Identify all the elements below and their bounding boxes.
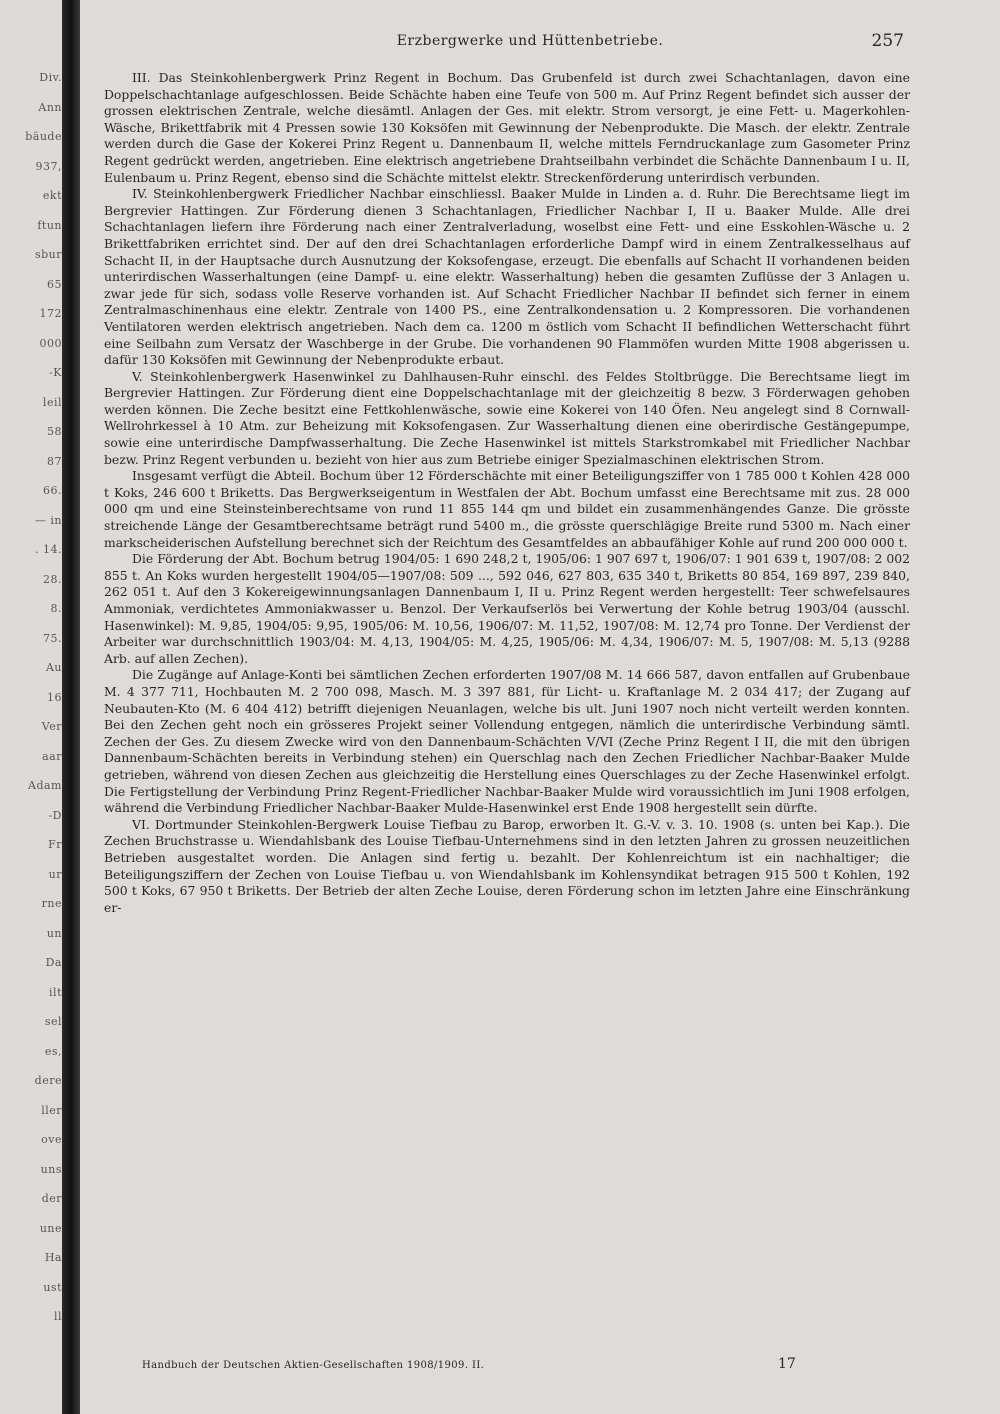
page-number: 257	[871, 31, 904, 51]
adjacent-page-fragment: 58	[47, 425, 62, 438]
adjacent-page-fragment: Ver	[41, 720, 62, 733]
adjacent-page-fragment: sbur	[34, 248, 62, 261]
adjacent-page-fragment: Adam	[28, 779, 62, 792]
adjacent-page-fragment: Fr	[48, 838, 62, 851]
adjacent-page-fragment: der	[41, 1192, 62, 1205]
adjacent-page-strip	[0, 0, 66, 1414]
adjacent-page-fragment: aar	[42, 749, 62, 763]
paragraph-foerderung-statistics: Die Förderung der Abt. Bochum betrug 1904/05: 1 690 248,2 t, 1905/06: 1 907 697 t, 1906/07: 1 901 639 t, 1907/08: 2 002 855 t. An Koks wurden hergestellt 1904/05—1907/08: 509 ..., 592 046, 627 803, 635 340 t, Briketts 80 854, 169 897, 239 840, 262 051 t. Auf den 3 Kokereigewinnungsanlagen Dannenbaum I, II u. Prinz Regent werden hergestellt: Teer schwefelsaures Ammoniak, verdichtetes Ammoniakwasser u. Benzol. Der Verkaufserlös bei Verwertung der Kohle betrug 1903/04 (ausschl. Hasenwinkel): M. 9,85, 1904/05: 9,95, 1905/06: M. 10,56, 1906/07: M. 11,52, 1907/08: M. 12,74 pro Tonne. Der Verdienst der Arbeiter war durchschnittlich 1903/04: M. 4,13, 1904/05: M. 4,25, 1905/06: M. 4,34, 1906/07: M. 5, 1907/08: M. 5,13 (9288 Arb. auf allen Zechen).	[104, 551, 910, 666]
adjacent-page-fragment: bäude	[25, 130, 62, 143]
adjacent-page-fragment: 172	[39, 307, 62, 320]
adjacent-page-fragment: ekt	[42, 189, 62, 202]
adjacent-page-fragment: ur	[48, 867, 62, 881]
running-title: Erzbergwerke und Hüttenbetriebe.	[396, 33, 664, 49]
adjacent-page-fragment: 16	[47, 690, 62, 704]
book-spine	[62, 0, 80, 1414]
paragraph-louise-tiefbau: VI. Dortmunder Steinkohlen-Bergwerk Louise Tiefbau zu Barop, erworben lt. G.-V. v. 3. 10. 1908 (s. unten bei Kap.). Die Zechen Bruchstrasse u. Wiendahlsbank des Louise Tiefbau-Unternehmens sind in den letzten Jahren zu grossen neuzeitlichen Betrieben ausgestaltet worden. Die Anlagen sind fertig u. bezahlt. Der Kohlenreichtum ist ein nachhaltiger; die Beteiligungsziffern der Zechen von Louise Tiefbau u. von Wiendahlsbank im Kohlensyndikat betragen 915 500 t Kohlen, 192 500 t Koks, 67 950 t Briketts. Der Betrieb der alten Zeche Louise, deren Förderung schon im letzten Jahre eine Einschränkung er-	[104, 816, 910, 915]
footer-source: Handbuch der Deutschen Aktien-Gesellschaften 1908/1909. II.	[142, 1360, 485, 1371]
adjacent-page-fragment: une	[39, 1221, 62, 1235]
adjacent-page-fragment: ove	[41, 1133, 62, 1146]
adjacent-page-fragment: rne	[41, 897, 62, 910]
adjacent-page-fragment: — in	[34, 513, 62, 527]
paragraph-anlage-zugaenge: Die Zugänge auf Anlage-Konti bei sämtlichen Zechen erforderten 1907/08 M. 14 666 587, davon entfallen auf Grubenbaue M. 4 377 711, Hochbauten M. 2 700 098, Masch. M. 3 397 881, für Licht- u. Kraftanlage M. 2 034 417; der Zugang auf Neubauten-Kto (M. 6 404 412) betrifft diejenigen Neuanlagen, welche bis ult. Juni 1907 noch nicht verteilt werden konnten. Bei den Zechen geht noch ein grösseres Projekt seiner Vollendung entgegen, nämlich die unterirdische Verbindung sämtl. Zechen der Ges. Zu diesem Zwecke wird von den Dannenbaum-Schächten V/VI (Zeche Prinz Regent I II, die mit den übrigen Dannenbaum-Schächten bereits in Verbindung stehen) ein Querschlag nach den Zechen Friedlicher Nachbar-Baaker Mulde getrieben, während von diesen Zechen aus gleichzeitig die Herstellung eines Querschlages zu der Zeche Hasenwinkel erfolgt. Die Fertigstellung der Verbindung Prinz Regent-Friedlicher Nachbar-Baaker Mulde wird voraussichtlich im Juni 1908 erfolgen, während die Verbindung Friedlicher Nachbar-Baaker Mulde-Hasenwinkel erst Ende 1908 hergestellt sein dürfte.	[104, 667, 910, 816]
adjacent-page-fragment: ust	[43, 1280, 62, 1294]
adjacent-page-fragment: 28.	[43, 572, 62, 586]
adjacent-page-fragment: -K	[49, 366, 62, 379]
document-page	[80, 0, 1000, 1414]
sheet-number: 17	[778, 1356, 796, 1372]
adjacent-page-fragment: 8.	[50, 602, 62, 615]
adjacent-page-fragment: es,	[44, 1044, 62, 1058]
adjacent-page-fragment: ll	[53, 1310, 62, 1323]
paragraph-prinz-regent: III. Das Steinkohlenbergwerk Prinz Regent in Bochum. Das Grubenfeld ist durch zwei Schachtanlagen, davon eine Doppelschachtanlage aufgeschlossen. Beide Schächte haben eine Teufe von 500 m. Auf Prinz Regent befindet sich ausser der grossen elektrischen Zentrale, welche diesämtl. Anlagen der Ges. mit elektr. Strom versorgt, je eine Fett- u. Magerkohlen-Wäsche, Brikettfabrik mit 4 Pressen sowie 130 Koksöfen mit Gewinnung der Nebenprodukte. Die Masch. der elektr. Zentrale werden durch die Gase der Kokerei Prinz Regent u. Dannenbaum II, welche mittels Ferndruckanlage zum Gasometer Prinz Regent gedrückt werden, angetrieben. Eine elektrisch angetriebene Drahtseilbahn verbindet die Schächte Dannenbaum I u. II, Eulenbaum u. Prinz Regent, ebenso sind die Schächte mittelst elektr. Streckenförderung unterirdisch verbunden.	[104, 70, 910, 185]
adjacent-page-fragment: leil	[42, 395, 62, 409]
adjacent-page-fragment: 65	[47, 277, 62, 291]
adjacent-page-fragment: sel	[44, 1015, 62, 1028]
adjacent-page-fragment: Au	[45, 661, 62, 674]
adjacent-page-fragment: ftun	[37, 218, 62, 232]
adjacent-page-fragment: 937,	[35, 159, 62, 173]
adjacent-page-fragment: 000	[39, 336, 62, 350]
adjacent-page-fragment: un	[46, 926, 62, 940]
adjacent-page-fragment: Div.	[39, 71, 62, 84]
adjacent-page-fragment: ller	[41, 1103, 62, 1117]
paragraph-hasenwinkel: V. Steinkohlenbergwerk Hasenwinkel zu Dahlhausen-Ruhr einschl. des Feldes Stoltbrügge. Die Berechtsame liegt im Bergrevier Hattingen. Zur Förderung dient eine Doppelschachtanlage mit der gleichzeitig 8 bezw. 3 Förderwagen gehoben werden können. Die Zeche besitzt eine Fettkohlenwäsche, sowie eine Kokerei von 140 Öfen. Neu angelegt sind 8 Cornwall-Wellrohrkessel à 10 Atm. zur Beheizung mit Koksofengasen. Zur Wasserhaltung dienen eine oberirdische Gestängepumpe, sowie eine unterirdische Dampfwasserhaltung. Die Zeche Hasenwinkel ist mittels Starkstromkabel mit Friedlicher Nachbar bezw. Prinz Regent verbunden u. bezieht von hier aus zum Betriebe einiger Spezialmaschinen elektrischen Strom.	[104, 368, 910, 467]
adjacent-page-fragment: Ha	[44, 1251, 62, 1264]
page-header	[80, 33, 1000, 55]
paragraph-friedlicher-nachbar: IV. Steinkohlenbergwerk Friedlicher Nachbar einschliessl. Baaker Mulde in Linden a. d. Ruhr. Die Berechtsame liegt im Bergrevier Hattingen. Zur Förderung dienen 3 Schachtanlagen, Friedlicher Nachbar I, II u. Baaker Mulde. Alle drei Schachtanlagen liefern ihre Förderung nach einer Zentralverladung, woselbst eine Fett- und eine Esskohlen-Wäsche u. 2 Brikettfabriken errichtet sind. Der auf den drei Schachtanlagen erforderliche Dampf wird in einem Zentralkesselhaus auf Schacht II, in der Hauptsache durch Ausnutzung der Koksofengase, erzeugt. Die ebenfalls auf Schacht II vorhandenen beiden unterirdischen Wasserhaltungen (eine Dampf- u. eine elektr. Wasserhaltung) heben die gesamten Zuflüsse der 3 Anlagen u. zwar jede für sich, sodass volle Reserve vorhanden ist. Auf Schacht Friedlicher Nachbar II befindet sich ferner in einem Zentralmaschinenhaus eine elektr. Zentrale von 1400 PS., eine Zentralkondensation u. 2 Kompressoren. Die vorhandenen Ventilatoren werden elektrisch angetrieben. Nach dem ca. 1200 m östlich vom Schacht II befindlichen Wetterschacht führt eine Seilbahn zum Versatz der Waschberge in der Grube. Die vorhandenen 90 Flammöfen wurden Mitte 1908 abgerissen u. dafür 130 Koksöfen mit Gewinnung der Nebenprodukte erbaut.	[104, 186, 910, 368]
adjacent-page-fragment: -D	[48, 808, 62, 822]
adjacent-page-fragment: uns	[40, 1162, 62, 1176]
adjacent-page-fragment: Ann	[38, 100, 62, 114]
adjacent-page-fragment: ilt	[49, 985, 62, 999]
page-footer	[142, 1358, 862, 1378]
adjacent-page-fragment: 75.	[43, 631, 62, 645]
adjacent-page-fragment: 87	[47, 454, 62, 468]
adjacent-page-fragment: 66.	[43, 484, 62, 497]
body-text	[104, 70, 910, 916]
adjacent-page-fragment: Da	[45, 956, 62, 969]
adjacent-page-fragment: . 14.	[35, 543, 62, 556]
paragraph-abteilung-bochum-summary: Insgesamt verfügt die Abteil. Bochum über 12 Förderschächte mit einer Beteiligungsziffer von 1 785 000 t Kohlen 428 000 t Koks, 246 600 t Briketts. Das Bergwerkseigentum in Westfalen der Abt. Bochum umfasst eine Berechtsame mit zus. 28 000 000 qm und eine Steinsteinberechtsame von rund 11 855 144 qm und bildet ein zusammenhängendes Ganze. Die grösste streichende Länge der Gesamtberechtsame beträgt rund 5400 m., die grösste querschlägige Breite rund 5300 m. Nach einer markscheiderischen Aufstellung berechnet sich der Reichtum des Gesamtfeldes an abbaufähiger Kohle auf rund 200 000 000 t.	[104, 468, 910, 550]
adjacent-page-fragment: dere	[34, 1074, 62, 1087]
